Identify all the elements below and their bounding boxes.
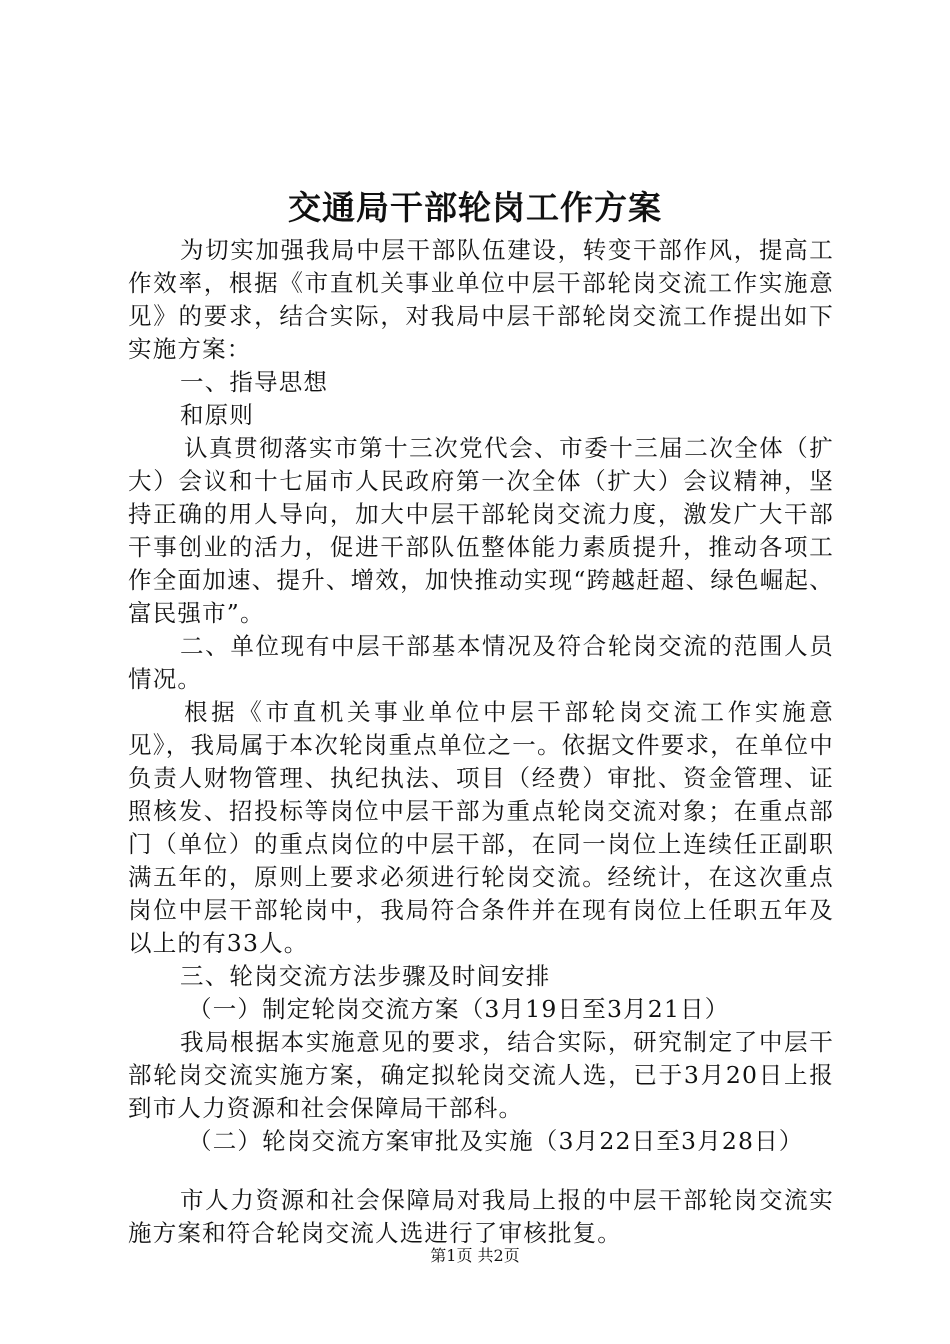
plan-paragraph: 我局根据本实施意见的要求，结合实际，研究制定了中层干部轮岗交流实施方案，确定拟轮岗交流人选，已于3月20日上报到市人力资源和社会保障局干部科。: [128, 1028, 834, 1122]
section-heading-principles: 和原则: [180, 401, 255, 429]
section-heading-guiding-ideology: 一、指导思想: [180, 368, 329, 396]
section-heading-current-situation: 二、单位现有中层干部基本情况及符合轮岗交流的范围人员情况。: [128, 632, 834, 693]
document-title: 交通局干部轮岗工作方案: [288, 188, 662, 227]
scope-paragraph: 根据《市直机关事业单位中层干部轮岗交流工作实施意见》，我局属于本次轮岗重点单位之一。依据文件要求，在单位中负责人财物管理、执纪执法、项目（经费）审批、资金管理、证照核发、招投标等岗位中层干部为重点轮岗交流对象；在重点部门（单位）的重点岗位的中层干部，在同一岗位上连续任正副职满五年的，原则上要求必须进行轮岗交流。经统计，在这次重点岗位中层干部轮岗中，我局符合条件并在现有岗位上任职五年及以上的有33人。: [128, 698, 834, 957]
section-heading-steps: 三、轮岗交流方法步骤及时间安排: [180, 962, 551, 990]
page-footer: 第1页 共2页: [430, 1246, 520, 1265]
approval-paragraph: 市人力资源和社会保障局对我局上报的中层干部轮岗交流实施方案和符合轮岗交流人选进行了审核批复。: [128, 1186, 834, 1247]
blank-line: [128, 1158, 834, 1184]
subsection-heading-plan: （一）制定轮岗交流方案（3月19日至3月21日）: [188, 995, 730, 1023]
document-body: [128, 234, 834, 1250]
subsection-heading-approval: （二）轮岗交流方案审批及实施（3月22日至3月28日）: [188, 1127, 804, 1155]
guiding-paragraph: 认真贯彻落实市第十三次党代会、市委十三届二次全体（扩大）会议和十七届市人民政府第一次全体（扩大）会议精神，坚持正确的用人导向，加大中层干部轮岗交流力度，激发广大干部干事创业的活力，促进干部队伍整体能力素质提升，推动各项工作全面加速、提升、增效，加快推动实现“跨越赶超、绿色崛起、富民强市”。: [128, 434, 834, 627]
intro-paragraph: 为切实加强我局中层干部队伍建设，转变干部作风，提高工作效率，根据《市直机关事业单位中层干部轮岗交流工作实施意见》的要求，结合实际，对我局中层干部轮岗交流工作提出如下实施方案：: [128, 236, 834, 363]
